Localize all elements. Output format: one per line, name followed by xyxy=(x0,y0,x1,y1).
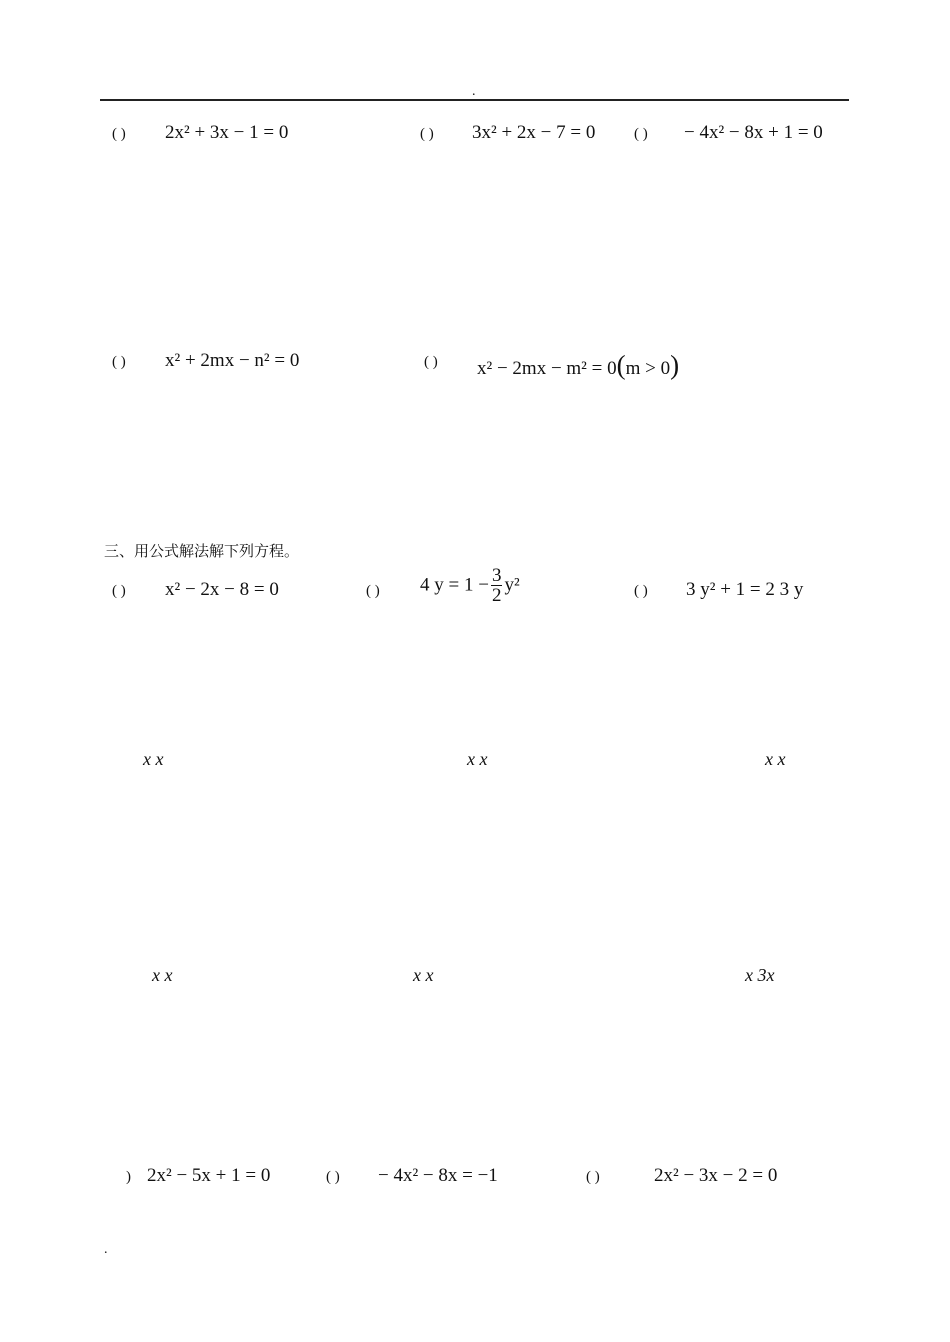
equation-main: x² − 2mx − m² = 0 xyxy=(477,358,617,379)
equation xyxy=(477,350,679,381)
answer-paren: ( ) xyxy=(112,354,126,370)
answer-paren: ( ) xyxy=(634,126,648,142)
equation-right: y² xyxy=(504,574,520,596)
equation-left: 4 y = 1 − xyxy=(420,574,489,596)
equation: 2x² + 3x − 1 = 0 xyxy=(165,122,289,143)
header-rule xyxy=(100,99,849,101)
equation-fragment: x x xyxy=(765,749,786,769)
condition-close: ) xyxy=(670,350,680,380)
answer-paren: ( ) xyxy=(420,126,434,142)
answer-paren: ) xyxy=(126,1169,131,1185)
equation: 2x² − 5x + 1 = 0 xyxy=(147,1165,271,1186)
answer-paren: ( ) xyxy=(326,1169,340,1185)
answer-paren: ( ) xyxy=(634,583,648,599)
equation: − 4x² − 8x + 1 = 0 xyxy=(684,122,823,143)
fraction-denominator: 2 xyxy=(491,585,502,606)
fraction xyxy=(491,566,503,605)
equation: x² − 2x − 8 = 0 xyxy=(165,579,279,600)
condition: m > 0 xyxy=(625,358,671,379)
answer-paren: ( ) xyxy=(586,1169,600,1185)
equation-fragment: x x xyxy=(143,749,164,769)
equation xyxy=(420,566,520,605)
equation: 3x² + 2x − 7 = 0 xyxy=(472,122,596,143)
equation: 3 y² + 1 = 2 3 y xyxy=(686,579,804,600)
footer-dot: . xyxy=(104,1242,108,1257)
equation: x² + 2mx − n² = 0 xyxy=(165,350,300,371)
answer-paren: ( ) xyxy=(112,583,126,599)
header-dot: . xyxy=(472,84,476,99)
section-title: 三、用公式解法解下列方程。 xyxy=(104,542,300,560)
equation-fragment: x 3x xyxy=(745,965,775,985)
equation: 2x² − 3x − 2 = 0 xyxy=(654,1165,778,1186)
answer-paren: ( ) xyxy=(424,354,438,370)
answer-paren: ( ) xyxy=(366,583,380,599)
equation: − 4x² − 8x = −1 xyxy=(378,1165,498,1186)
equation-fragment: x x xyxy=(152,965,173,985)
equation-fragment: x x xyxy=(413,965,434,985)
equation-fragment: x x xyxy=(467,749,488,769)
condition-open: ( xyxy=(616,350,626,380)
fraction-numerator: 3 xyxy=(491,565,502,586)
answer-paren: ( ) xyxy=(112,126,126,142)
